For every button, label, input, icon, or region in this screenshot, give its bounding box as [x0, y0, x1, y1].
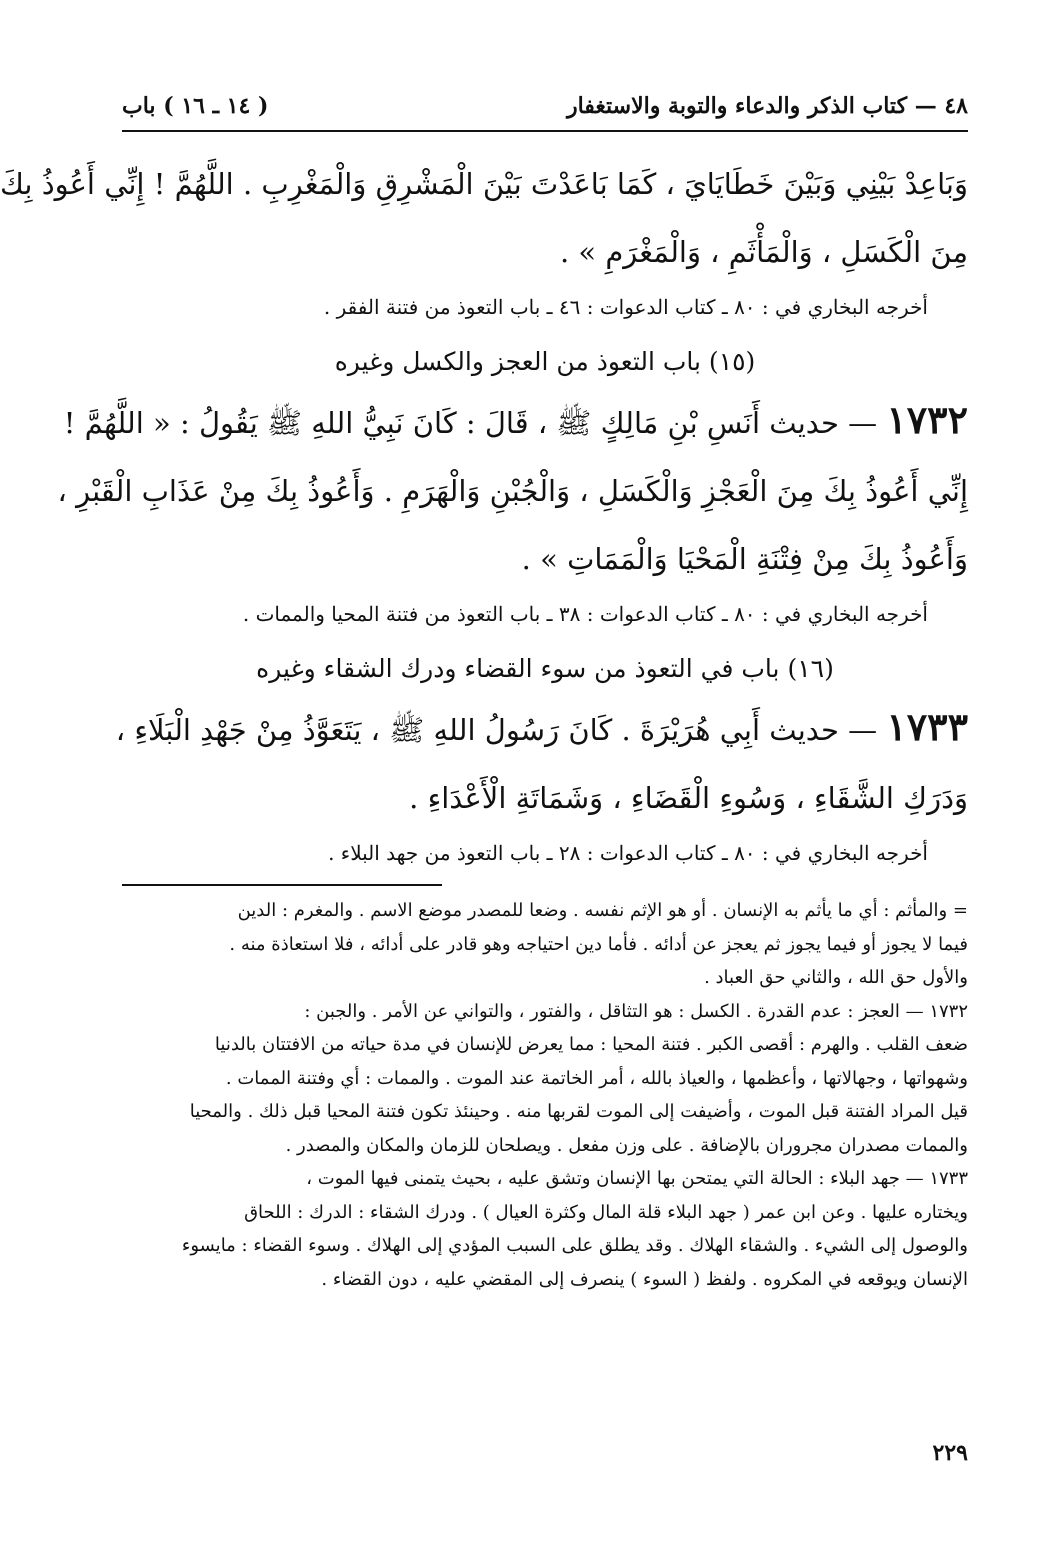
hadith-continuation-line: وَبَاعِدْ بَيْنِي وَبَيْنَ خَطَايَايَ ، كَمَا بَاعَدْتَ بَيْنَ الْمَشْرِقِ وَالْمَغْرِبِ . اللَّهُمَّ ! إِنِّي أَعُوذُ بِكَ — [0, 167, 968, 201]
hadith-1732-line-3: وَأَعُوذُ بِكَ مِنْ فِتْنَةِ الْمَحْيَا وَالْمَمَاتِ » . — [521, 542, 968, 576]
footnote-separator — [122, 884, 442, 886]
hadith-1732-line-2: إِنِّي أَعُوذُ بِكَ مِنَ الْعَجْزِ وَالْكَسَلِ ، وَالْجُبْنِ وَالْهَرَمِ . وَأَعُوذُ بِكَ مِنْ عَذَابِ الْقَبْرِ ، — [57, 474, 968, 508]
hadith-1733-line-1 — [115, 693, 968, 764]
header-rule — [122, 130, 968, 132]
hadith-number: ١٧٣٢ — [886, 397, 968, 442]
hadith-1732-line-1 — [63, 386, 968, 457]
footnote-line: والوصول إلى الشيء . والشقاء الهلاك . وقد يطلق على السبب المؤدي إلى الهلاك . وسوء القضاء : مايسوء — [181, 1235, 968, 1256]
footnote-line: ضعف القلب . والهرم : أقصى الكبر . فتنة المحيا : مما يعرض للإنسان في مدة حياته من الافتتان بالدنيا — [214, 1034, 968, 1055]
footnotes — [122, 894, 968, 1296]
hadith-number: ١٧٣٣ — [886, 704, 968, 749]
takhrij-note: أخرجه البخاري في : ٨٠ ـ كتاب الدعوات : ٣٨ ـ باب التعوذ من فتنة المحيا والممات . — [242, 602, 928, 626]
footnote-line: ١٧٣٣ — جهد البلاء : الحالة التي يمتحن بها الإنسان وتشق عليه ، بحيث يتمنى فيها الموت ، — [306, 1168, 968, 1189]
footnote-line: فيما لا يجوز أو فيما يجوز ثم يعجز عن أدائه . فأما دين احتياجه وهو قادر على أدائه ، فلا استعاذة منه . — [229, 933, 968, 955]
page-number: ٢٢٩ — [932, 1440, 968, 1466]
footnote-line: وشهواتها ، وجهالاتها ، وأعظمها ، والعياذ بالله ، أمر الخاتمة عند الموت . والممات : أي وفتنة الممات . — [225, 1067, 968, 1089]
running-header — [122, 88, 968, 124]
hadith-continuation-line: مِنَ الْكَسَلِ ، وَالْمَأْثَمِ ، وَالْمَغْرَمِ » . — [559, 235, 968, 269]
takhrij-note: أخرجه البخاري في : ٨٠ ـ كتاب الدعوات : ٢٨ ـ باب التعوذ من جهد البلاء . — [328, 841, 928, 865]
hadith-text: — حديث أَنَسِ بْنِ مَالِكٍ ﷺ ، قَالَ : كَانَ نَبِيُّ اللهِ ﷺ يَقُولُ : « اللَّهُمَّ ! — [63, 406, 878, 440]
footnote-line: = والمأثم : أي ما يأثم به الإنسان . أو هو الإثم نفسه . وضعا للمصدر موضع الاسم . والمغرم : الدين — [237, 900, 968, 921]
section-heading-16: (١٦) باب في التعوذ من سوء القضاء ودرك الشقاء وغيره — [256, 654, 834, 683]
section-heading-15: (١٥) باب التعوذ من العجز والكسل وغيره — [334, 347, 756, 376]
header-section-range: ( ١٤ ـ ١٦ ) باب — [122, 93, 269, 119]
footnote-line: والممات مصدران مجروران بالإضافة . على وزن مفعل . ويصلحان للزمان والمكان والمصدر . — [285, 1134, 968, 1156]
footnote-line: ويختاره عليها . وعن ابن عمر ( جهد البلاء قلة المال وكثرة العيال ) . ودرك الشقاء : الدرك : اللحاق — [244, 1201, 968, 1223]
footnote-line: قيل المراد الفتنة قبل الموت ، وأضيفت إلى الموت لقربها منه . وحينئذ تكون فتنة المحيا قبل ذلك . والمحيا — [189, 1101, 968, 1122]
footnote-line: الإنسان ويوقعه في المكروه . ولفظ ( السوء ) ينصرف إلى المقضي عليه ، دون القضاء . — [321, 1268, 968, 1290]
hadith-text: — حديث أَبِي هُرَيْرَةَ . كَانَ رَسُولُ اللهِ ﷺ ، يَتَعَوَّذُ مِنْ جَهْدِ الْبَلَاءِ ، — [115, 713, 878, 747]
footnote-line: والأول حق الله ، والثاني حق العباد . — [704, 967, 968, 988]
footnote-line: ١٧٣٢ — العجز : عدم القدرة . الكسل : هو التثاقل ، والفتور ، والتواني عن الأمر . والجبن : — [304, 1000, 968, 1022]
hadith-1733-line-2: وَدَرَكِ الشَّقَاءِ ، وَسُوءِ الْقَضَاءِ ، وَشَمَاتَةِ الْأَعْدَاءِ . — [409, 781, 968, 815]
header-chapter-title: ٤٨ — كتاب الذكر والدعاء والتوبة والاستغفار — [566, 93, 968, 119]
takhrij-note: أخرجه البخاري في : ٨٠ ـ كتاب الدعوات : ٤٦ ـ باب التعوذ من فتنة الفقر . — [323, 295, 928, 319]
main-text — [0, 150, 968, 888]
